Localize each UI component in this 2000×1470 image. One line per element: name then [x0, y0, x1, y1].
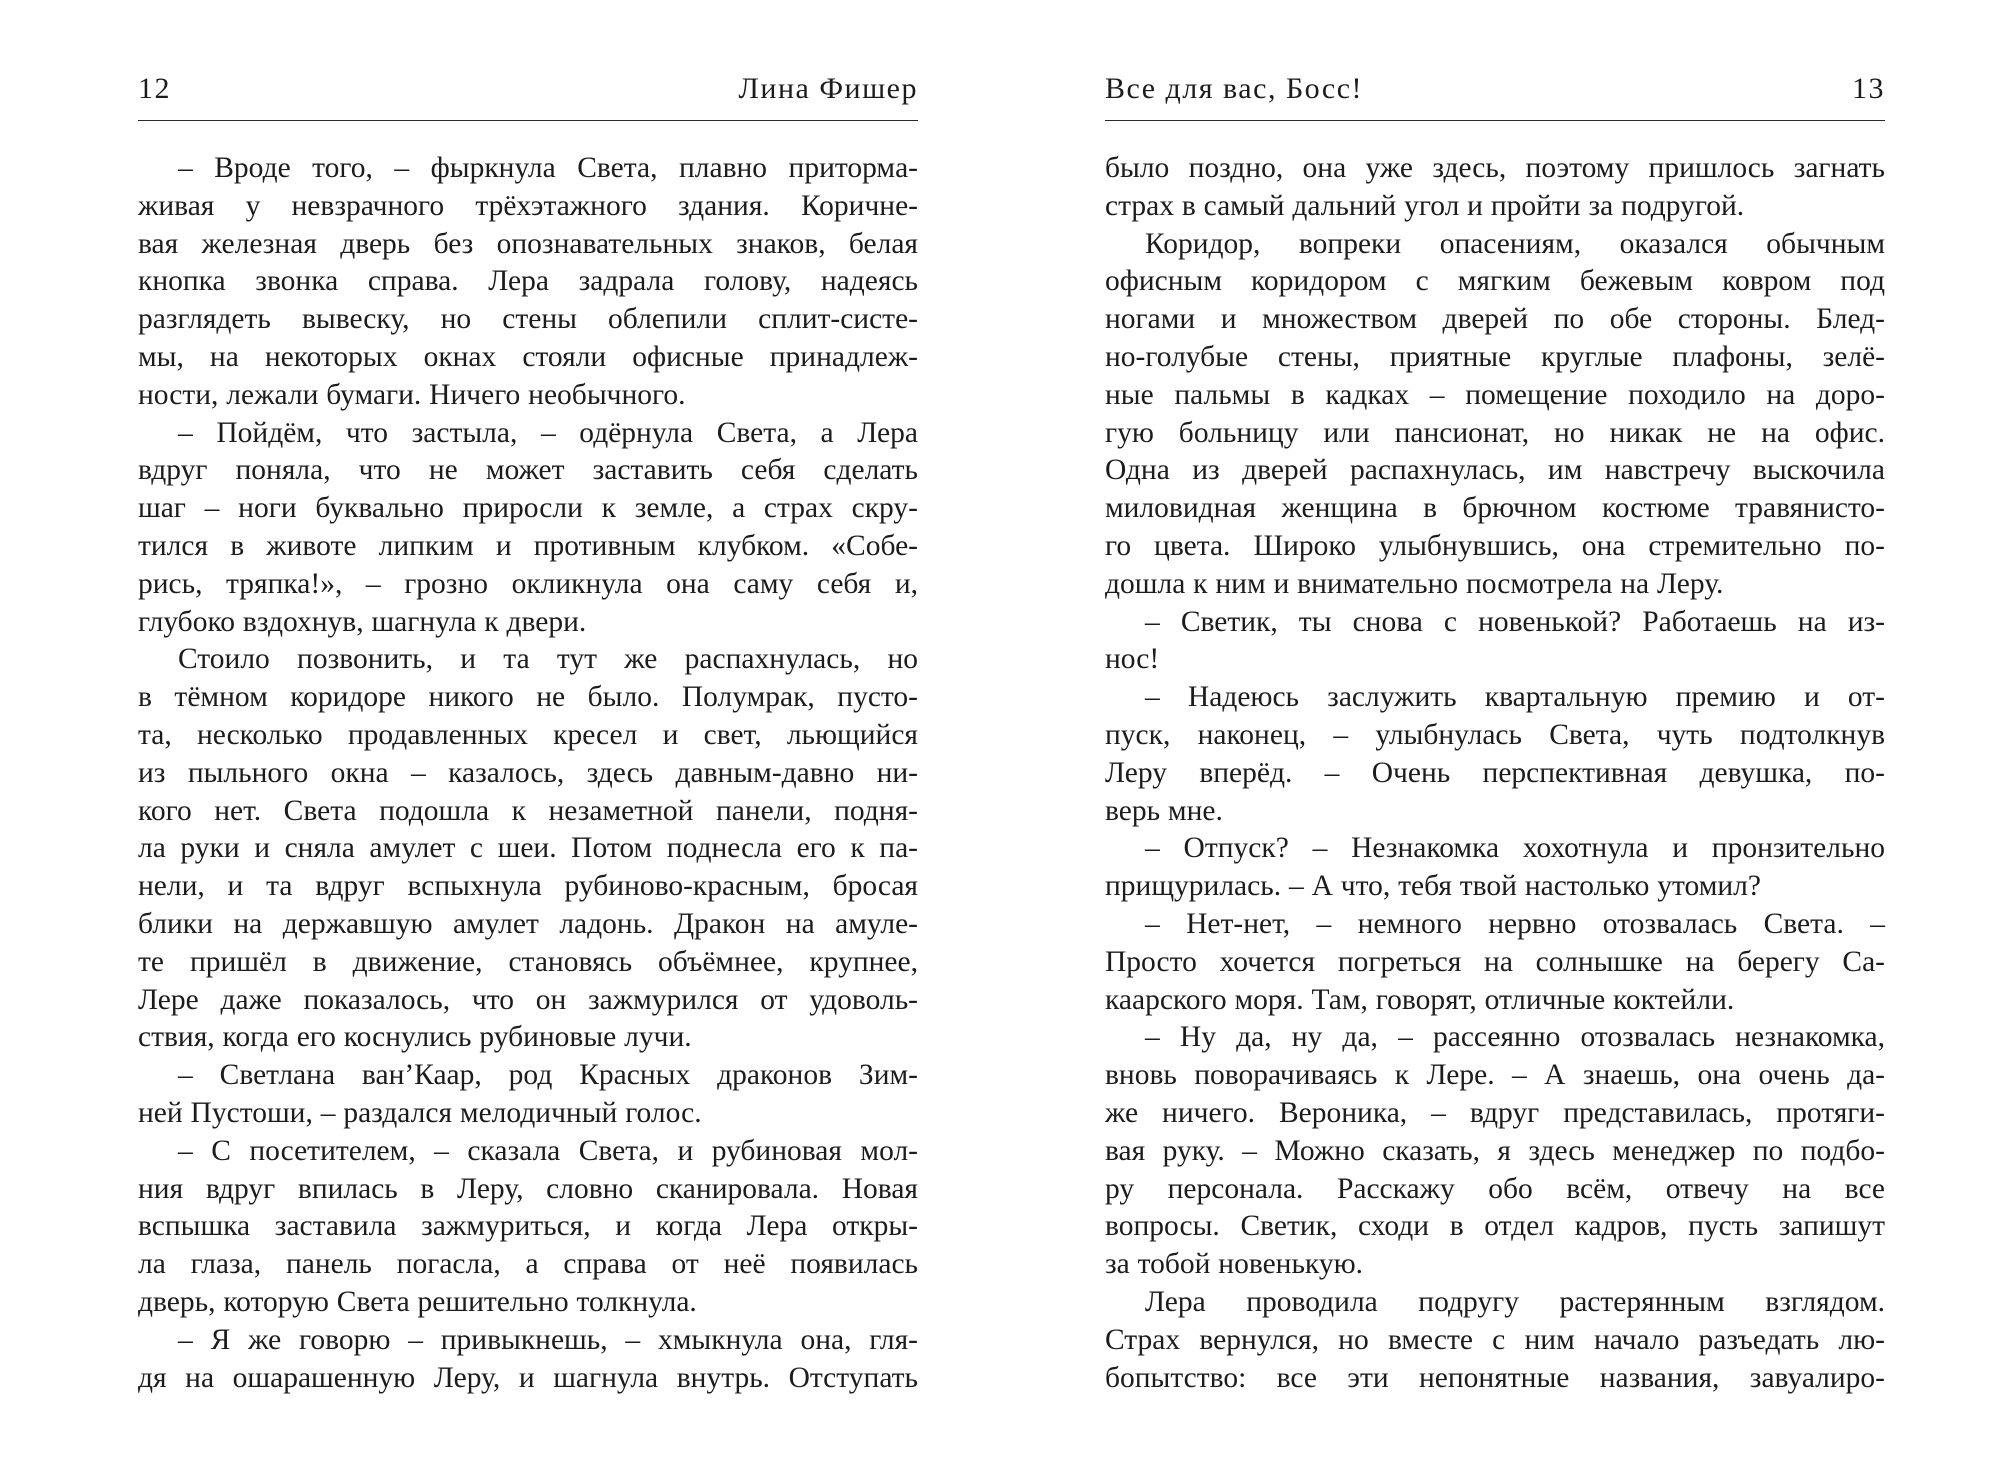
text-line: Просто хочется погреться на солнышке на берегу Са- [1105, 945, 1885, 978]
text-line: – Нет-нет, – немного нервно отозвалась Света. – [1145, 907, 1885, 940]
text-line: ла глаза, панель погасла, а справа от неё появилась [138, 1248, 918, 1281]
text-line: пуск, наконец, – улыбнулась Света, чуть подтолкнув [1105, 718, 1885, 751]
text-line: ногами и множеством дверей по обе стороны. Блед- [1105, 303, 1885, 336]
text-line: офисным коридором с мягким бежевым ковром под [1105, 265, 1885, 298]
text-line: дя на ошарашенную Леру, и шагнула внутрь. Отступать [138, 1361, 918, 1394]
text-line: дошла к ним и внимательно посмотрела на Леру. [1105, 567, 1724, 600]
text-line: каарского моря. Там, говорят, отличные коктейли. [1105, 983, 1735, 1016]
text-line: вдруг поняла, что не может заставить себя сделать [138, 454, 918, 487]
text-line: шаг – ноги буквально приросли к земле, а страх скру- [138, 492, 918, 525]
text-line: вая железная дверь без опознавательных знаков, белая [138, 227, 918, 260]
text-line: кого нет. Света подошла к незаметной панели, подня- [138, 794, 918, 827]
text-line: было поздно, она уже здесь, поэтому пришлось загнать [1105, 152, 1885, 184]
text-line: Одна из дверей распахнулась, им навстречу выскочила [1105, 454, 1885, 487]
text-line: бопытство: все эти непонятные названия, завуалиро- [1105, 1361, 1885, 1394]
right-page [1105, 0, 1885, 1470]
text-line: го цвета. Широко улыбнувшись, она стремительно по- [1105, 529, 1885, 562]
text-line: ру персонала. Расскажу обо всём, отвечу на все [1105, 1172, 1885, 1205]
text-line: Стоило позвонить, и та тут же распахнулась, но [178, 643, 918, 676]
text-line: – Вроде того, – фыркнула Света, плавно притормa- [178, 152, 918, 184]
header-rule-right [1105, 120, 1885, 121]
text-line: ные пальмы в кадках – помещение походило на доро- [1105, 378, 1885, 411]
header-rule-left [138, 120, 918, 121]
left-page [138, 0, 918, 1470]
text-line: ней Пустоши, – раздался мелодичный голос. [138, 1096, 702, 1129]
text-line: – Светлана ван’Каар, род Красных драконов Зим- [178, 1059, 918, 1092]
right-body-text [1105, 150, 1885, 1397]
text-line: же ничего. Вероника, – вдруг представилась, протяги- [1105, 1096, 1885, 1129]
text-line: – Надеюсь заслужить квартальную премию и от- [1145, 681, 1885, 714]
text-line: в тёмном коридоре никого не было. Полумрак, пусто- [138, 681, 918, 714]
text-line: верь мне. [1105, 794, 1223, 827]
text-line: дверь, которую Света решительно толкнула. [138, 1285, 697, 1318]
text-line: прищурилась. – А что, тебя твой настолько утомил? [1105, 870, 1762, 903]
text-line: но-голубые стены, приятные круглые плафоны, зелё- [1105, 340, 1885, 373]
text-line: рись, тряпка!», – грозно окликнула она саму себя и, [138, 567, 918, 600]
text-line: мы, на некоторых окнах стояли офисные принадлеж- [138, 340, 918, 373]
text-line: – Пойдём, что застыла, – одёрнула Света, а Лера [178, 416, 918, 449]
text-line: нели, и та вдруг вспыхнула рубиново-красным, бросая [138, 870, 918, 903]
left-running-head [138, 72, 918, 122]
text-line: – Ну да, ну да, – рассеянно отозвалась незнакомка, [1145, 1021, 1885, 1054]
text-line: за тобой новенькую. [1105, 1248, 1364, 1281]
text-line: ствия, когда его коснулись рубиновые лучи. [138, 1021, 692, 1054]
left-body-text [138, 150, 918, 1397]
text-line: вновь поворачиваясь к Лере. – А знаешь, она очень да- [1105, 1059, 1885, 1092]
text-line: та, несколько продавленных кресел и свет, льющийся [138, 718, 918, 751]
text-line: кнопка звонка справа. Лера задрала голову, надеясь [138, 265, 918, 298]
text-line: глубоко вздохнув, шагнула к двери. [138, 605, 587, 638]
text-line: – Отпуск? – Незнакомка хохотнула и пронзительно [1145, 832, 1885, 865]
text-line: Леру вперёд. – Очень перспективная девушка, по- [1105, 756, 1885, 789]
page-number-right: 13 [1852, 72, 1885, 105]
text-line: Лере даже показалось, что он зажмурился от удоволь- [138, 983, 918, 1016]
running-title-book: Все для вас, Босс! [1105, 72, 1364, 105]
page-number-left: 12 [138, 72, 171, 105]
text-line: – Светик, ты снова с новенькой? Работаешь на из- [1145, 605, 1885, 638]
text-line: Коридор, вопреки опасениям, оказался обычным [1145, 227, 1885, 260]
text-line: те пришёл в движение, становясь объёмнее, крупнее, [138, 945, 918, 978]
text-line: вспышка заставила зажмуриться, и когда Лера откры- [138, 1210, 918, 1243]
text-line: – С посетителем, – сказала Света, и рубиновая мол- [178, 1134, 918, 1167]
text-line: разглядеть вывеску, но стены облепили сплит-систе- [138, 303, 918, 336]
text-line: нос! [1105, 643, 1160, 676]
text-line: ния вдруг впилась в Леру, словно сканировала. Новая [138, 1172, 918, 1205]
text-line: Страх вернулся, но вместе с ним начало разъедать лю- [1105, 1323, 1885, 1356]
text-line: вая руку. – Можно сказать, я здесь менеджер по подбо- [1105, 1134, 1885, 1167]
text-line: миловидная женщина в брючном костюме травянисто- [1105, 492, 1885, 525]
text-line: ности, лежали бумаги. Ничего необычного. [138, 378, 686, 411]
text-line: живая у невзрачного трёхэтажного здания. Коричне- [138, 189, 918, 222]
text-line: блики на державшую амулет ладонь. Дракон на амуле- [138, 907, 918, 940]
text-line: – Я же говорю – привыкнешь, – хмыкнула она, гля- [178, 1323, 918, 1356]
text-line: вопросы. Светик, сходи в отдел кадров, пусть запишут [1105, 1210, 1885, 1243]
text-line: ла руки и сняла амулет с шеи. Потом поднесла его к па- [138, 832, 918, 865]
text-line: Лера проводила подругу растерянным взглядом. [1145, 1285, 1885, 1318]
running-title-author: Лина Фишер [738, 72, 918, 105]
text-line: из пыльного окна – казалось, здесь давным-давно ни- [138, 756, 918, 789]
right-running-head [1105, 72, 1885, 122]
text-line: тился в животе липким и противным клубком. «Собе- [138, 529, 918, 562]
text-line: страх в самый дальний угол и пройти за подругой. [1105, 189, 1745, 222]
text-line: гую больницу или пансионат, но никак не на офис. [1105, 416, 1885, 449]
